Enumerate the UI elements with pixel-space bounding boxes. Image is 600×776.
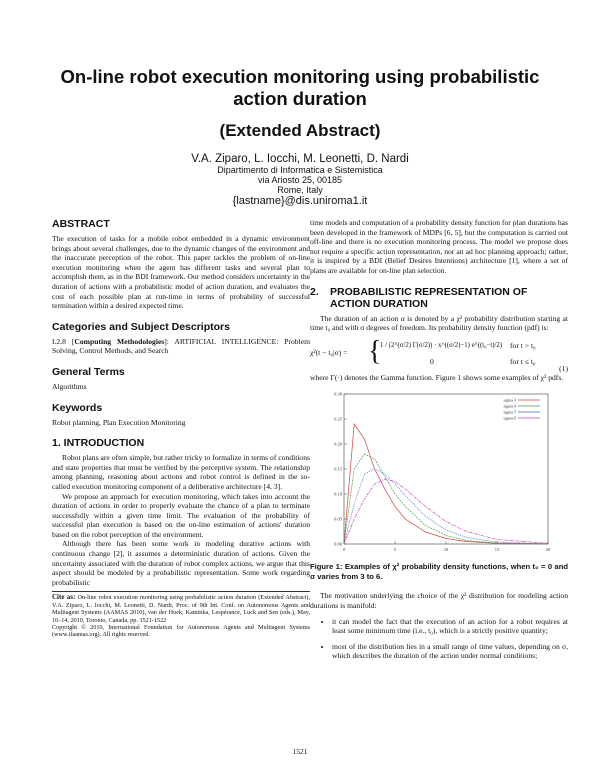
affiliation: Dipartimento di Informatica e Sistemistica [217,165,383,175]
section2-paragraph: The duration of an action α is denoted by a χ² probability distribution starting at time t₀ and with σ degrees of freedom. Its probability density function (pdf) is: [310,313,568,333]
bullet-list [310,617,568,661]
x-tick-label: 5 [393,547,397,553]
citation-block [52,591,310,638]
cite-label: Cite as: [52,593,76,602]
series-line [344,454,548,544]
copyright: Copyright © 2010, International Foundation for Autonomous Agents and Multiagent Systems (www.ifaamas.org). All rights reserved. [52,624,310,639]
terms-text: Algorithms [52,381,87,391]
categories-heading: Categories and Subject Descriptors [52,320,230,333]
legend-label: sigma 5 [503,409,516,415]
intro-paragraph: Although there has been some work in modeling durative actions with continuous change [2], it assumes a deterministic duration of actions. Given the uncertainty associated with the duration of robot complex actions, we argue that this aspect should be modeled by a probabilistic representation. Some work regarding probabilistic [52,539,310,587]
section2-paragraph: where Γ(·) denotes the Gamma function. Figure 1 shows some examples of χ² pdfs. [310,372,564,382]
section2-paragraph: The motivation underlying the choice of the χ² distribution for modeling action durations is manifold: [310,591,568,610]
keywords-text: Robot planning, Plan Execution Monitoring [52,417,186,427]
keywords-heading: Keywords [52,401,103,414]
left-column [52,218,310,639]
y-tick-label: 0.10 [334,491,342,497]
x-tick-label: 20 [545,547,551,553]
paper-title: On-line robot execution monitoring using probabilistic action duration [60,66,540,109]
y-tick-label: 0.30 [334,391,342,397]
series-line [344,479,548,544]
intro-paragraph: Robot plans are often simple, but rather tricky to formalize in terms of conditions and state properties that must be verified by the perceptive system. The relationship among planning, reasoning about actions and robot control is defined in the so-called execution monitoring component of a deliberative architecture [4, 3]. [52,453,310,491]
legend-label: sigma 3 [503,397,516,403]
abstract-heading: ABSTRACT [52,218,110,230]
y-tick-label: 0.00 [334,541,342,547]
address-line-1: via Ariosto 25, 00185 [257,175,343,185]
y-tick-label: 0.20 [334,441,342,447]
paper-subtitle: (Extended Abstract) [219,121,381,140]
categories-text: I.2.8 [Computing Methodologies]: ARTIFICIAL INTELLIGENCE: Problem Solving, Control Methods, and Search [52,336,310,356]
abstract-text: The execution of tasks for a mobile robot embedded in a dynamic environment brings about several challenges, due to the dynamic changes of the environment and the inaccurate perception of the robot. This paper tackles the problem of on-line execution monitoring when the agent has different tasks and several plan to accomplish them, as in the BDI framework. Our method considers uncertainty in the duration of actions with a probabilistic model of action duration, and evaluates the cost of each possible plan at run-time in terms of probability of successful termination within a desired expected time. [52,234,310,311]
chi-square-chart [322,386,556,556]
figure-caption: Figure 1: Examples of χ² probability density functions, when t₀ = 0 and σ varies from 3 to 6. [310,562,568,581]
y-tick-label: 0.25 [334,416,342,422]
author-block [40,153,560,208]
list-item: • most of the distribution lies in a small range of time values, depending on σ, which describes the duration of the action under normal conditions; [332,642,568,661]
terms-heading: General Terms [52,365,125,378]
intro-heading: 1. INTRODUCTION [52,437,145,450]
authors: V.A. Ziparo, L. Iocchi, M. Leonetti, D. Nardi [191,153,409,165]
x-tick-label: 0 [342,547,346,553]
section2-heading: 2. PROBABILISTIC REPRESENTATION OF ACTION DURATION [310,285,528,310]
right-column [310,218,568,667]
email: {lastname}@dis.uniroma1.it [232,195,368,207]
y-tick-label: 0.15 [334,466,342,472]
address-line-2: Rome, Italy [277,185,323,195]
legend-label: sigma 6 [503,415,516,421]
x-tick-label: 15 [494,547,500,553]
x-tick-label: 10 [443,547,449,553]
right-intro-paragraph: time models and computation of a probability density function for plan durations has been developed in the framework of MDPs [6, 5], but the computation is carried out off-line and there is no execution monitoring process. The model we propose does not require a specific action representation, nor an ad hoc planning approach; rather, it is inspired by a BDI (Belief Desires Intentions) architecture [1], where a set of plans are available for on-line plan selection. [310,218,568,275]
series-line [344,469,548,544]
page-number: 1521 [292,747,308,756]
intro-paragraph: We propose an approach for execution monitoring, which takes into account the duration of actions in order to properly evaluate the chance of a plan to terminate successfully within a given time limit. The evaluation of the probability of successful plan execution is based on the on-line estimation of actions' duration based on the robot perception of the environment. [52,491,310,539]
list-item: • it can model the fact that the execution of an action for a robot requires at least some minimum time (i.e., t₀), which is a strictly positive quantity; [332,617,568,636]
cite-text: On-line robot execution monitoring using probabilistic action duration (Extended Abstract), V.A. Ziparo, L. Iocchi, M. Leonetti, D. Nardi, Proc. of 9th Int. Conf. on Autonomous Agents and Multiagent Systems (AAMAS 2010), van der Hoek, Kaminka, Lespérance, Luck and Sen (eds.), May, 10–14, 2010, Toronto, Canada, pp. 1521-1522 [52,594,310,624]
equation: χ²(t − t₀|σ) = { 1 / (2^(σ/2) Γ(σ/2)) · x^((σ/2)−1) e^((t₀−t)/2) for t > t₀ 0 for t ≤ t₀ (1) [310,335,568,373]
legend-label: sigma 4 [503,403,516,409]
y-tick-label: 0.05 [334,516,342,522]
